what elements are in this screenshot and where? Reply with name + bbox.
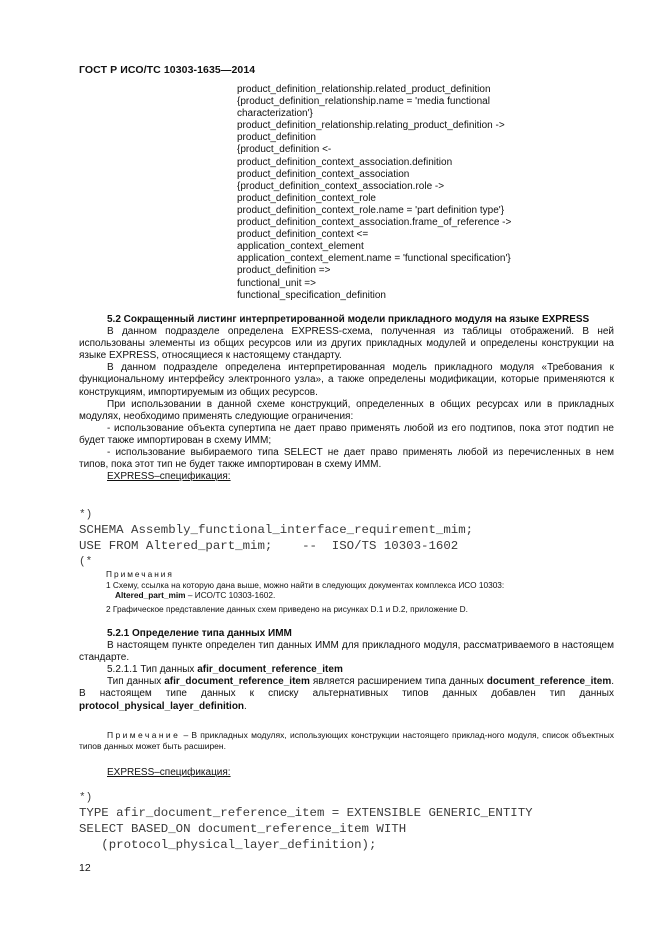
text-run: является расширением типа данных	[309, 676, 487, 688]
note-1: 1 Схему, ссылка на которую дана выше, можно найти в следующих документах комплекса ИСО 10303:	[106, 579, 505, 590]
subsection-heading	[79, 664, 614, 676]
paragraph: При использовании в данной схеме конструкций, определенных в общих ресурсах или в прикладных модулях, необходимо применять следующие ограничения:	[79, 398, 614, 422]
code-use-line: USE FROM Altered_part_mim; -- ISO/TS 10303-1602	[79, 539, 459, 553]
mapping-line: functional_unit =>	[237, 277, 316, 289]
code-close: (*	[79, 556, 93, 568]
note-1-schema-ref: – ИСО/ТС 10303-1602.	[185, 590, 276, 601]
spec-label: EXPRESS–спецификация:	[107, 471, 231, 483]
mapping-line: product_definition =>	[237, 265, 331, 277]
spec-label-wrapper	[79, 471, 614, 483]
mapping-line: product_definition_context_role.name = 'part definition type'}	[237, 204, 505, 216]
text-run: . В настоящем типе данных к списку альтернативных типов данных добавлен тип данных	[79, 676, 614, 700]
paragraph: В данном подразделе определена EXPRESS-схема, полученная из таблицы отображений. В ней использованы элементы из общих ресурсов или из других прикладных модулей и определены конструкции на языке EXPRESS, относящиеся к настоящему стандарту.	[79, 326, 614, 362]
text-run: .	[244, 700, 247, 712]
note-extension	[79, 730, 614, 752]
mapping-line: product_definition_relationship.relating_product_definition ->	[237, 120, 505, 132]
paragraph: В данном подразделе определена интерпретированная модель прикладного модуля «Требования к функциональному интерфейсу электронного узла», а также определены модификации, которые применяются к конструкциям, импортируемым из общих ресурсов.	[79, 362, 614, 398]
type-name: afir_document_reference_item	[164, 676, 310, 688]
document-header: ГОСТ Р ИСО/ТС 10303-1635—2014	[79, 64, 256, 76]
mapping-line: characterization'}	[237, 108, 313, 120]
spec-label: EXPRESS–спецификация:	[107, 767, 231, 778]
code-select-line: SELECT BASED_ON document_reference_item WITH	[79, 822, 407, 836]
code-open: *)	[79, 509, 93, 521]
mapping-line: product_definition_context_association	[237, 168, 410, 180]
mapping-listing	[237, 84, 617, 302]
section-heading: 5.2.1 Определение типа данных ИММ	[107, 628, 292, 639]
note-text: – В прикладных модулях, использующих конструкции настоящего приклад-ного модуля, список объектных типов данных может быть расширен.	[79, 730, 614, 751]
mapping-line: functional_specification_definition	[237, 289, 386, 301]
mapping-line: product_definition_context_association.frame_of_reference ->	[237, 217, 512, 229]
mapping-line: product_definition_context_role	[237, 192, 376, 204]
subsection-prefix: 5.2.1.1 Тип данных	[107, 664, 198, 676]
code-type-line: TYPE afir_document_reference_item = EXTENSIBLE GENERIC_ENTITY	[79, 806, 533, 820]
code-with-line: (protocol_physical_layer_definition);	[79, 838, 377, 852]
type-name: document_reference_item	[486, 676, 612, 688]
text-run: Тип данных	[107, 676, 165, 688]
note-label: Примечание	[107, 730, 181, 740]
mapping-line: application_context_element	[237, 241, 364, 253]
section-5-2	[79, 314, 614, 483]
mapping-line: application_context_element.name = 'functional specification'}	[237, 253, 511, 265]
mapping-line: {product_definition <-	[237, 144, 332, 156]
notes-title: Примечания	[106, 569, 174, 579]
list-item: - использование выбираемого типа SELECT не дает право применять любой из перечисленных в нем типов, пока этот тип не будет также импортирован в схему ИММ.	[79, 447, 614, 471]
mapping-line: {product_definition_relationship.name = 'media functional	[237, 96, 490, 108]
section-heading: 5.2 Сокращенный листинг интерпретированной модели прикладного модуля на языке EXPRESS	[107, 314, 590, 325]
note-1-schema-name: Altered_part_mim	[115, 590, 186, 601]
mapping-line: product_definition	[237, 132, 316, 144]
type-name: protocol_physical_layer_definition	[79, 700, 245, 712]
mapping-line: product_definition_context <=	[237, 229, 369, 241]
mapping-line: product_definition_context_association.definition	[237, 156, 453, 168]
note-2: 2 Графическое представление данных схем приведено на рисунках D.1 и D.2, приложение D.	[106, 603, 468, 614]
mapping-line: product_definition_relationship.related_product_definition	[237, 84, 491, 95]
paragraph: В настоящем пункте определен тип данных ИММ для прикладного модуля, рассматриваемого в настоящем стандарте.	[79, 640, 614, 664]
note-1-reference	[79, 590, 614, 601]
mapping-line: {product_definition_context_association.role ->	[237, 180, 445, 192]
paragraph	[79, 676, 614, 712]
page-number: 12	[79, 862, 91, 874]
list-item: - использование объекта супертипа не дает право применять любой из его подтипов, пока этот подтип не будет также импортирован в схему ИММ;	[79, 422, 614, 446]
section-5-2-1	[79, 628, 614, 713]
code-open: *)	[79, 792, 93, 804]
subsection-type-name: afir_document_reference_item	[197, 664, 343, 676]
notes-block	[79, 569, 614, 614]
code-schema-line: SCHEMA Assembly_functional_interface_requirement_mim;	[79, 523, 474, 537]
